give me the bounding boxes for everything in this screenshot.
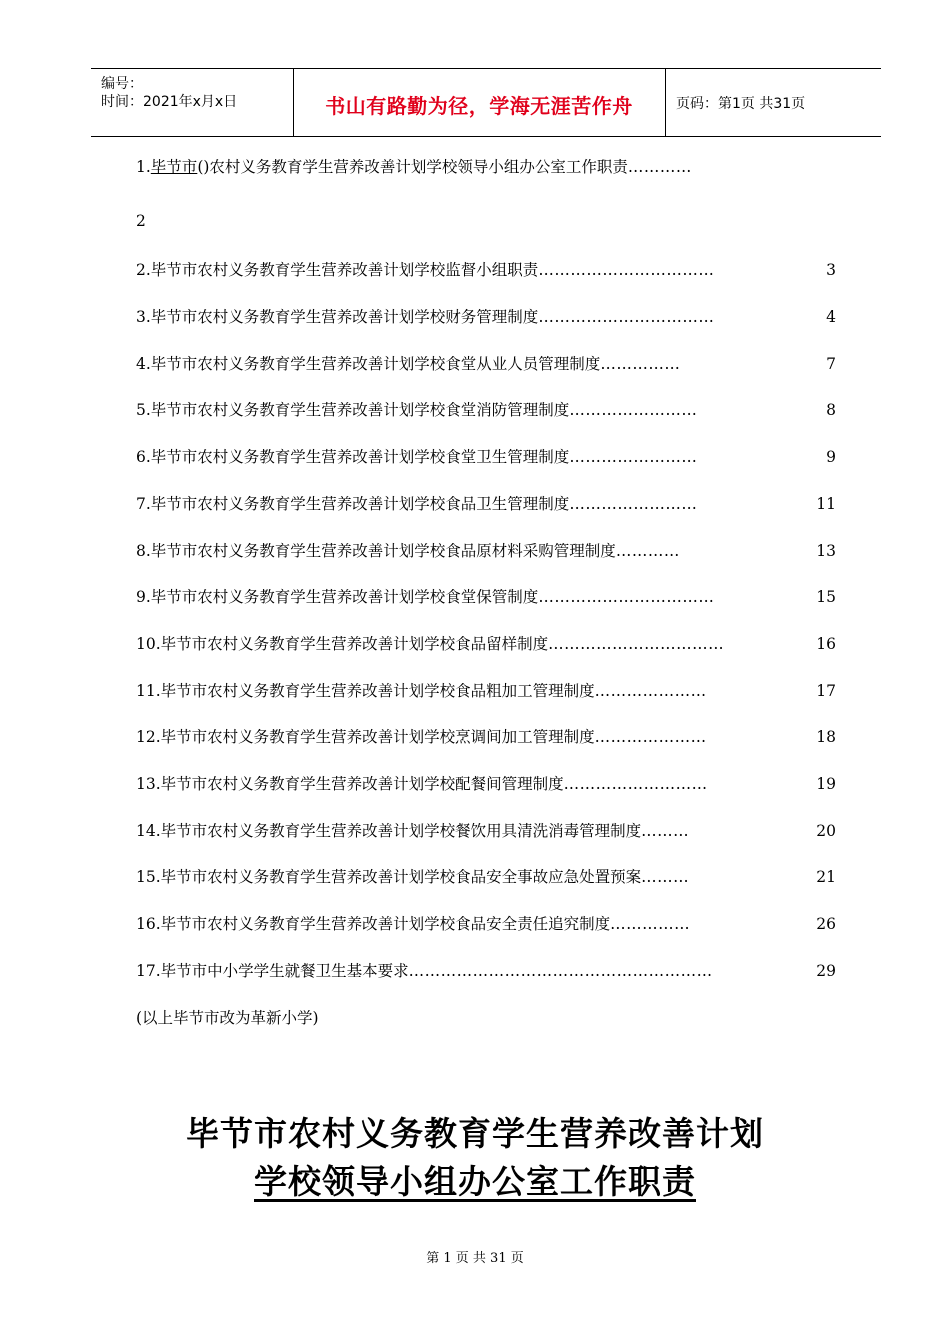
toc-item-leader: …………… [610, 915, 691, 933]
toc-item-text: 毕节市农村义务教育学生营养改善计划学校食品安全责任追究制度 [160, 915, 611, 933]
toc-item-page: 15 [816, 588, 836, 606]
toc-item-number: 12. [136, 728, 161, 746]
toc-item-text: 毕节市农村义务教育学生营养改善计划学校配餐间管理制度 [160, 775, 564, 793]
toc-item-leader: …………………………… [548, 635, 725, 653]
toc-item-7[interactable] [136, 492, 836, 518]
toc-item-13[interactable] [136, 772, 836, 798]
toc-item-leader: …………………………… [538, 261, 715, 279]
toc-item-page: 3 [826, 261, 836, 279]
toc-item-leader: …………………………… [538, 308, 715, 326]
toc-item-leader: ……………………… [563, 775, 708, 793]
header-time-label: 时间：2021年x月x日 [101, 94, 238, 110]
header-page-info: 页码：第1页 共31页 [676, 96, 806, 112]
toc-item-number: 7. [136, 495, 151, 513]
toc-item-15[interactable] [136, 865, 836, 891]
document-title-line-1: 毕节市农村义务教育学生营养改善计划 [186, 1114, 764, 1153]
toc-item-number: 3. [136, 308, 151, 326]
toc-item-number: 11. [136, 682, 161, 700]
toc-item-number: 16. [136, 915, 161, 933]
toc-item-number: 1. [136, 158, 151, 176]
toc-item-leader: ……… [641, 822, 690, 840]
toc-item-text: 毕节市农村义务教育学生营养改善计划学校食堂保管制度 [150, 588, 539, 606]
toc-item-text: 毕节市农村义务教育学生营养改善计划学校食品留样制度 [160, 635, 549, 653]
toc-item-leader: ………………… [594, 728, 707, 746]
toc-item-leader: …………………… [569, 495, 698, 513]
toc-item-page: 16 [816, 635, 836, 653]
toc-item-page: 7 [826, 355, 836, 373]
toc-item-page: 21 [816, 868, 836, 886]
header-page-cell [666, 69, 881, 136]
document-header [91, 68, 881, 137]
toc-item-page: 9 [826, 448, 836, 466]
toc-item-leader: ………………………………………………… [408, 962, 713, 980]
toc-item-14[interactable] [136, 819, 836, 845]
toc-item-page: 4 [826, 308, 836, 326]
toc-note: (以上毕节市改为革新小学) [136, 1009, 319, 1027]
toc-item-text: 毕节市农村义务教育学生营养改善计划学校食堂卫生管理制度 [150, 448, 570, 466]
toc-item-8[interactable] [136, 539, 836, 565]
toc-item-number: 14. [136, 822, 161, 840]
toc-item-number: 10. [136, 635, 161, 653]
toc-item-page: 8 [826, 401, 836, 419]
toc-item-number: 5. [136, 401, 151, 419]
toc-item-text: 毕节市农村义务教育学生营养改善计划学校食品卫生管理制度 [150, 495, 570, 513]
toc-item-text: 毕节市农村义务教育学生营养改善计划学校财务管理制度 [150, 308, 539, 326]
toc-item-text: 毕节市农村义务教育学生营养改善计划学校监督小组职责 [150, 261, 539, 279]
page-footer: 第 1 页 共 31 页 [426, 1251, 524, 1266]
toc-item-16[interactable] [136, 912, 836, 938]
toc-item-text: 毕节市农村义务教育学生营养改善计划学校食品安全事故应急处置预案 [160, 868, 642, 886]
header-meta-cell [91, 69, 294, 136]
header-motto: 书山有路勤为径，学海无涯苦作舟 [325, 94, 633, 118]
toc-item-page: 20 [816, 822, 836, 840]
toc-item-leader: …………………… [569, 448, 698, 466]
toc-item-6[interactable] [136, 445, 836, 471]
toc-item-2[interactable] [136, 258, 836, 284]
toc-item-page: 19 [816, 775, 836, 793]
toc-item-page: 29 [816, 962, 836, 980]
toc-item-page: 11 [816, 495, 836, 513]
toc-item-1[interactable] [136, 155, 836, 181]
toc-item-3[interactable] [136, 305, 836, 331]
toc-item-link-text[interactable]: 毕节市 [150, 158, 198, 176]
toc-item-text: 毕节市中小学学生就餐卫生基本要求 [160, 962, 409, 980]
document-title-line-2 [0, 1156, 950, 1203]
toc-item-text: 毕节市农村义务教育学生营养改善计划学校烹调间加工管理制度 [160, 728, 595, 746]
toc-item-text: 毕节市农村义务教育学生营养改善计划学校食品粗加工管理制度 [160, 682, 595, 700]
toc-item-number: 8. [136, 542, 151, 560]
toc-item-text: 毕节市农村义务教育学生营养改善计划学校食堂消防管理制度 [150, 401, 570, 419]
toc-item-10[interactable] [136, 632, 836, 658]
toc-item-leader: ………………… [594, 682, 707, 700]
toc-item-leader: ………… [615, 542, 680, 560]
document-title-line-2-text: 学校领导小组办公室工作职责 [254, 1162, 696, 1201]
toc-item-text: ()农村义务教育学生营养改善计划学校领导小组办公室工作职责 [197, 158, 628, 176]
toc-item-page: 26 [816, 915, 836, 933]
toc-item-number: 17. [136, 962, 161, 980]
toc-item-number: 9. [136, 588, 151, 606]
toc-item-number: 2. [136, 261, 151, 279]
toc-item-5[interactable] [136, 398, 836, 424]
toc-item-12[interactable] [136, 725, 836, 751]
header-number-label: 编号： [101, 76, 143, 92]
toc-item-11[interactable] [136, 679, 836, 705]
toc-item-number: 13. [136, 775, 161, 793]
toc-item-leader: …………… [600, 355, 681, 373]
toc-item-text: 毕节市农村义务教育学生营养改善计划学校餐饮用具清洗消毒管理制度 [160, 822, 642, 840]
toc-item-number: 4. [136, 355, 151, 373]
toc-item-4[interactable] [136, 352, 836, 378]
toc-item-1-page: 2 [136, 212, 146, 230]
header-motto-cell [293, 69, 666, 136]
toc-item-leader: ………… [627, 158, 692, 176]
toc-item-leader: …………………… [569, 401, 698, 419]
toc-item-page: 17 [816, 682, 836, 700]
toc-item-number: 15. [136, 868, 161, 886]
toc-item-number: 6. [136, 448, 151, 466]
toc-item-leader: …………………………… [538, 588, 715, 606]
toc-item-9[interactable] [136, 585, 836, 611]
toc-item-leader: ……… [641, 868, 690, 886]
toc-item-17[interactable] [136, 959, 836, 985]
toc-item-page: 18 [816, 728, 836, 746]
toc-item-text: 毕节市农村义务教育学生营养改善计划学校食品原材料采购管理制度 [150, 542, 616, 560]
toc-item-text: 毕节市农村义务教育学生营养改善计划学校食堂从业人员管理制度 [150, 355, 601, 373]
toc-item-page: 13 [816, 542, 836, 560]
